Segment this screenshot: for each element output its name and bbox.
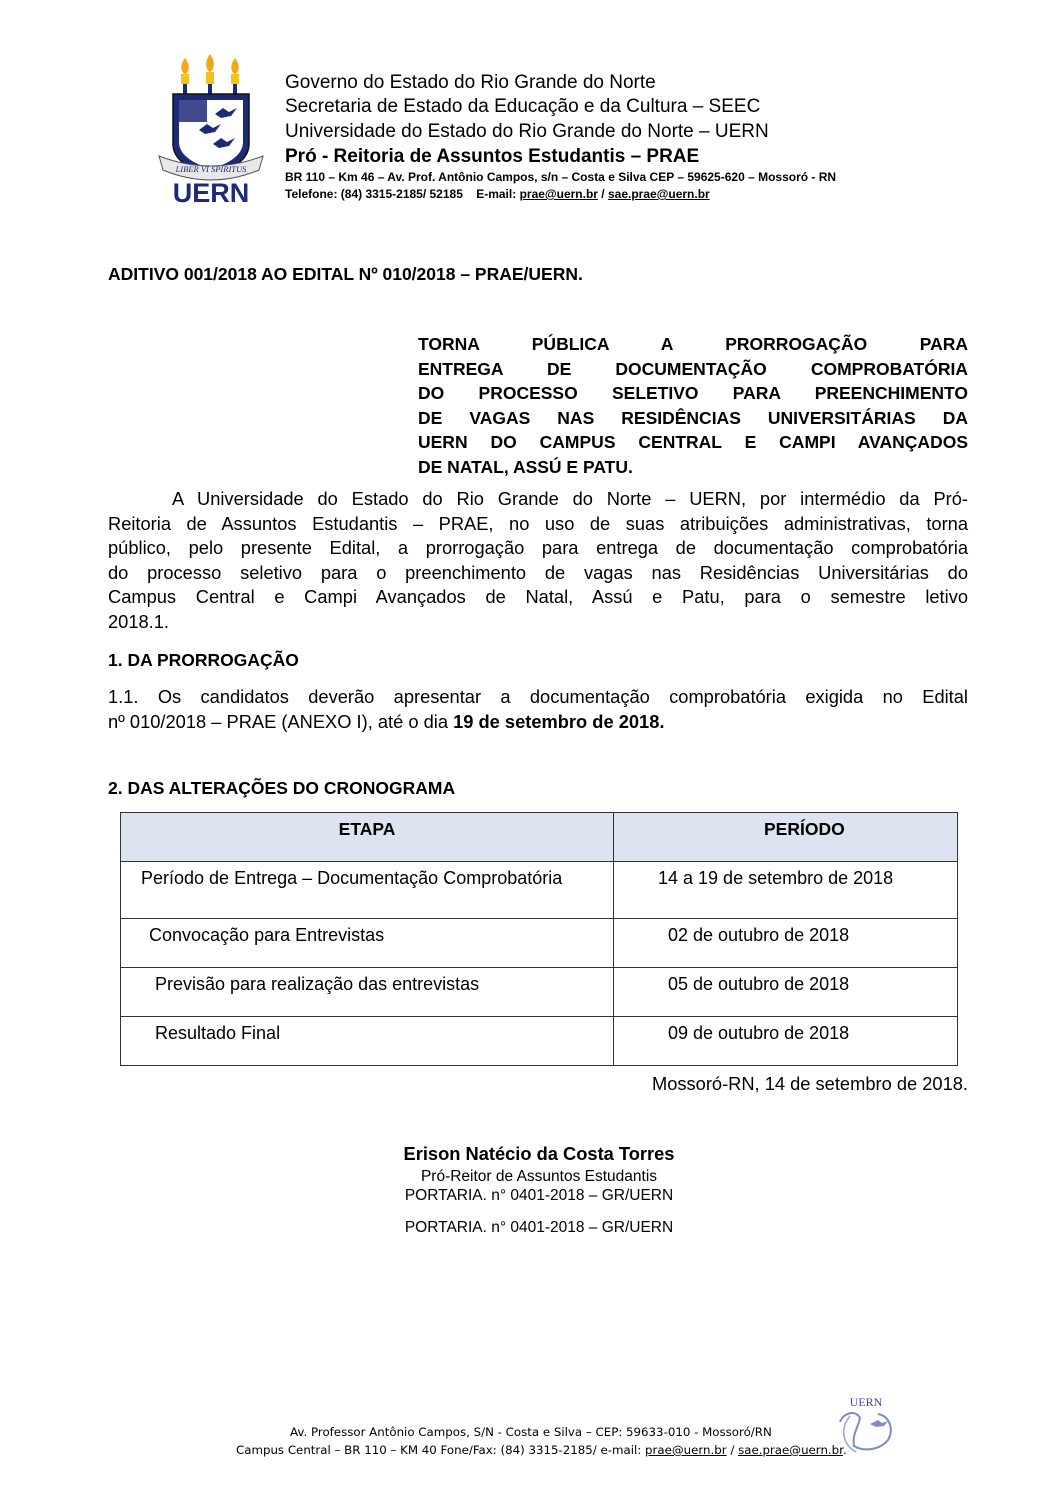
uern-logo — [155, 52, 267, 204]
paragraph-line: público, pelo presente Edital, a prorrogação para entrega de documentação comprobatória — [108, 537, 968, 558]
cell-etapa: Resultado Final — [121, 1017, 614, 1066]
svg-text:UERN: UERN — [849, 1395, 883, 1409]
email-link-prae[interactable]: prae@uern.br — [519, 187, 598, 201]
table-row — [121, 919, 958, 968]
footer-address: Av. Professor Antônio Campos, S/N - Costa e Silva – CEP: 59633-010 - Mossoró/RN — [290, 1425, 772, 1439]
header-line-university: Universidade do Estado do Rio Grande do Norte – UERN — [285, 121, 769, 142]
ementa-line: TORNA PÚBLICA A PRORROGAÇÃO PARA — [418, 334, 968, 354]
column-header-periodo-label: PERÍODO — [764, 819, 845, 839]
header-line-contact — [285, 187, 710, 201]
section-heading-prorrogacao: 1. DA PRORROGAÇÃO — [108, 650, 299, 670]
place-date: Mossoró-RN, 14 de setembro de 2018. — [651, 1073, 968, 1094]
column-header-etapa: ETAPA — [121, 813, 614, 862]
table-row — [121, 1017, 958, 1066]
phone-text: Telefone: (84) 3315-2185/ 52185 E-mail: — [285, 187, 520, 201]
header-line-address: BR 110 – Km 46 – Av. Prof. Antônio Campos, s/n – Costa e Silva CEP – 59625-620 – Mossoró - RN — [285, 170, 837, 184]
table-row — [121, 968, 958, 1017]
torch-icons — [181, 54, 239, 98]
ementa-line: DE VAGAS NAS RESIDÊNCIAS UNIVERSITÁRIAS DA — [418, 407, 968, 428]
table-row — [121, 862, 958, 919]
svg-text:LIBER VI SPIRITUS: LIBER VI SPIRITUS — [175, 164, 247, 174]
email-link-sae[interactable]: sae.prae@uern.br — [607, 187, 710, 201]
signatory-portaria: PORTARIA. n° 0401-2018 – GR/UERN — [404, 1187, 674, 1204]
paragraph-line: A Universidade do Estado do Rio Grande do Norte – UERN, por intermédio da Pró- — [172, 488, 968, 509]
cell-etapa: Período de Entrega – Documentação Comprobatória — [121, 862, 614, 919]
header-line-prae: Pró - Reitoria de Assuntos Estudantis – PRAE — [285, 146, 700, 167]
paragraph-line — [108, 709, 968, 734]
cell-periodo: 02 de outubro de 2018 — [614, 919, 958, 968]
deadline-prefix: nº 010/2018 – PRAE (ANEXO I), até o dia — [108, 711, 454, 732]
cell-etapa: Convocação para Entrevistas — [121, 919, 614, 968]
deadline-date: 19 de setembro de 2018. — [453, 711, 665, 732]
uern-50-anniversary-seal — [830, 1394, 902, 1462]
svg-text:UERN: UERN — [172, 178, 250, 204]
section-text-prorrogacao — [108, 684, 968, 734]
footer-email-prae[interactable]: prae@uern.br — [645, 1443, 727, 1457]
paragraph-line: 2018.1. — [108, 610, 169, 632]
cronograma-table — [120, 812, 958, 1066]
ementa-line: DO PROCESSO SELETIVO PARA PREENCHIMENTO — [418, 383, 968, 403]
section-heading-cronograma: 2. DAS ALTERAÇÕES DO CRONOGRAMA — [108, 778, 456, 798]
intro-paragraph — [108, 487, 968, 634]
footer-end: . — [842, 1443, 847, 1457]
email-separator: / — [597, 187, 608, 201]
footer-contact — [236, 1443, 847, 1457]
header-line-government: Governo do Estado do Rio Grande do Norte — [285, 72, 656, 93]
signatory-portaria: PORTARIA. n° 0401-2018 – GR/UERN — [404, 1219, 674, 1236]
footer-email-separator: / — [726, 1443, 739, 1457]
paragraph-line: do processo seletivo para o preenchimento de vagas nas Residências Universitárias do — [108, 561, 968, 583]
ementa-line: ENTREGA DE DOCUMENTAÇÃO COMPROBATÓRIA — [418, 358, 968, 379]
ementa-line: DE NATAL, ASSÚ E PATU. — [418, 456, 633, 477]
cell-periodo: 09 de outubro de 2018 — [614, 1017, 958, 1066]
footer-contact-text: Campus Central – BR 110 – KM 40 Fone/Fax: (84) 3315-2185/ e-mail: — [236, 1443, 645, 1457]
cell-periodo: 14 a 19 de setembro de 2018 — [614, 862, 958, 919]
paragraph-line: Reitoria de Assuntos Estudantis – PRAE, no uso de suas atribuições administrativas, torna — [108, 512, 968, 534]
paragraph-line: Campus Central e Campi Avançados de Natal, Assú e Patu, para o semestre letivo — [108, 586, 968, 607]
paragraph-line: 1.1. Os candidatos deverão apresentar a documentação comprobatória exigida no Edital — [108, 686, 968, 707]
document-title: ADITIVO 001/2018 AO EDITAL Nº 010/2018 – PRAE/UERN. — [108, 264, 583, 284]
cell-periodo: 05 de outubro de 2018 — [614, 968, 958, 1017]
ementa-line: UERN DO CAMPUS CENTRAL E CAMPI AVANÇADOS — [418, 432, 968, 452]
signatory-name: Erison Natécio da Costa Torres — [403, 1143, 675, 1164]
cell-etapa: Previsão para realização das entrevistas — [121, 968, 614, 1017]
table-header-row — [121, 813, 958, 862]
signatory-role: Pró-Reitor de Assuntos Estudantis — [420, 1168, 658, 1185]
ementa — [418, 332, 968, 479]
column-header-periodo — [614, 813, 958, 862]
footer-email-sae[interactable]: sae.prae@uern.br — [738, 1443, 843, 1457]
header-line-secretaria: Secretaria de Estado da Educação e da Cultura – SEEC — [285, 96, 761, 117]
